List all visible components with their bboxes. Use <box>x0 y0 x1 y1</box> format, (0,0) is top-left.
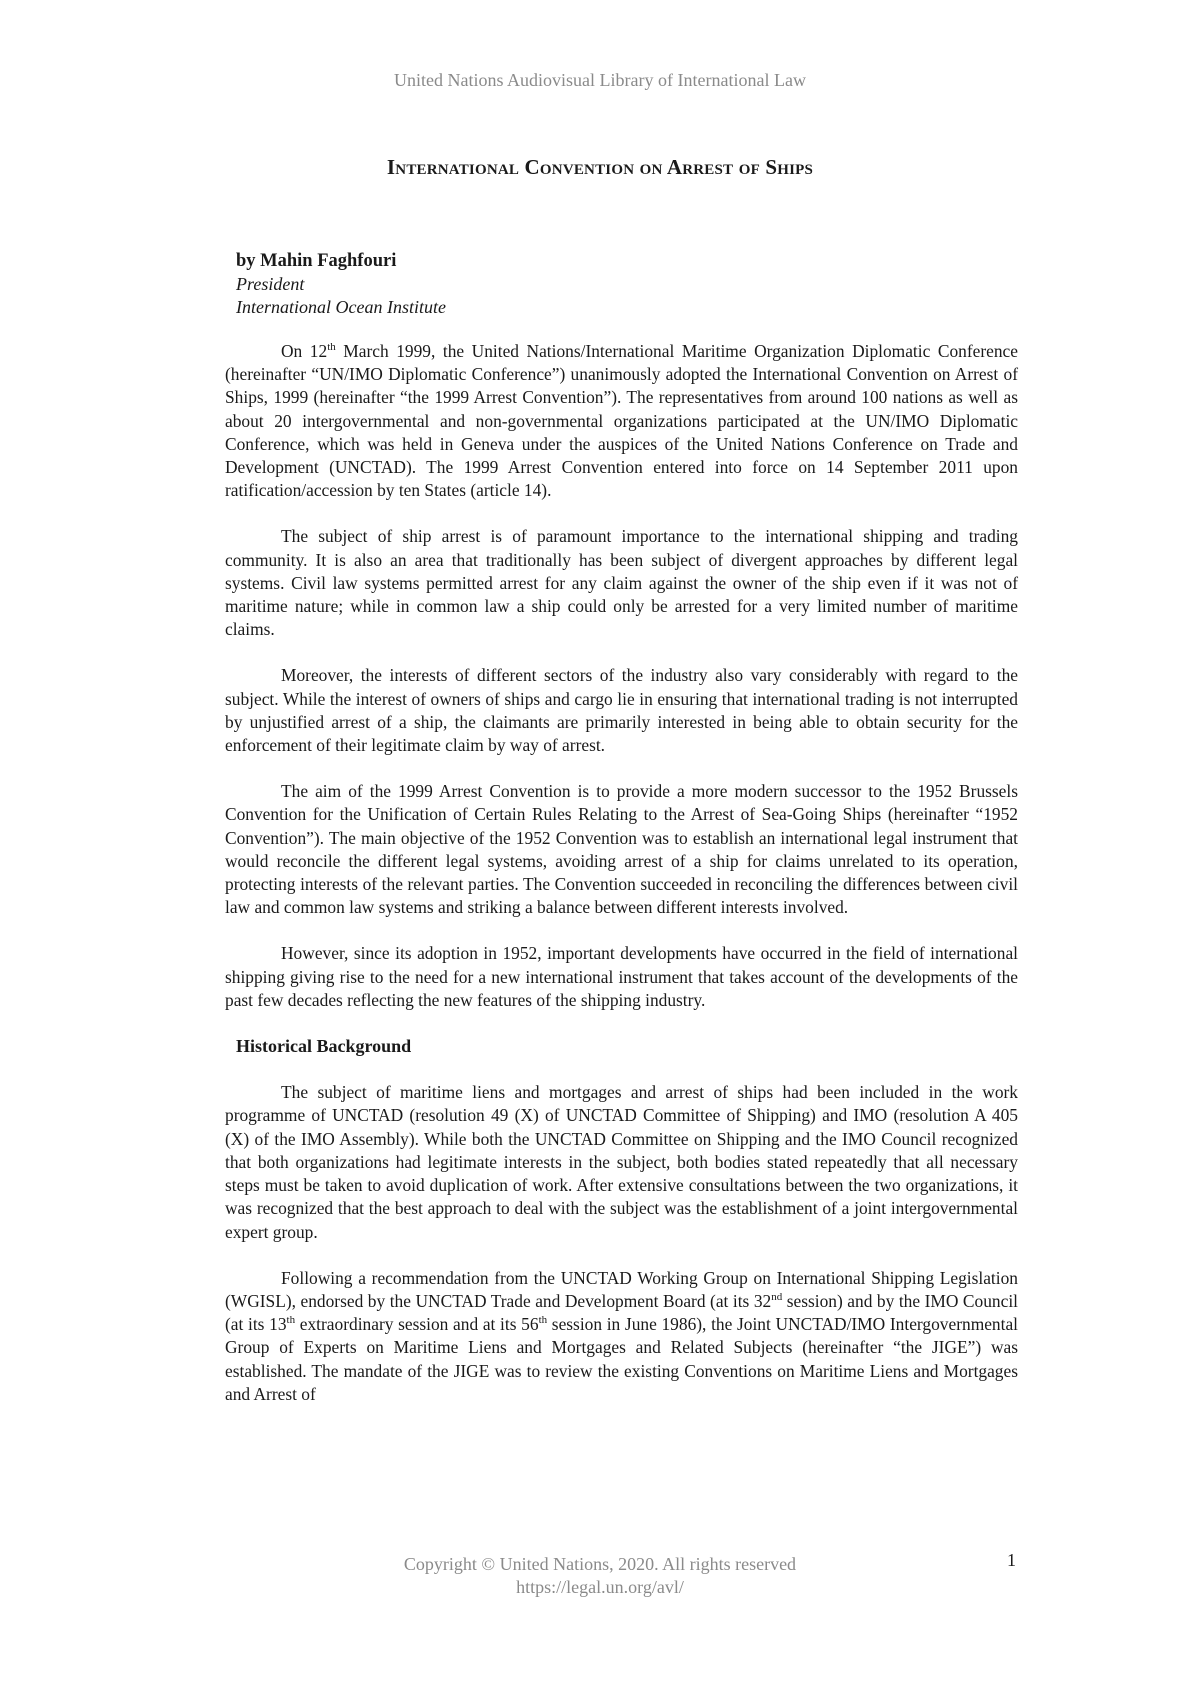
paragraph-1-text: On 12 <box>281 341 328 361</box>
ordinal-suffix: th <box>286 1314 296 1327</box>
paragraph-1-text-cont: March 1999, the United Nations/International Maritime Organization Diplomatic Conference (hereinafter “UN/IMO Diplomatic Conference”) unanimously adopted the International Convention on Arrest of Ships, 1999 (hereinafter “the 1999 Arrest Convention”). The representatives from around 100 nations as well as about 20 intergovernmental and non-governmental organizations participated at the UN/IMO Diplomatic Conference, which was held in Geneva under the auspices of the United Nations Conference on Trade and Development (UNCTAD). The 1999 Arrest Convention entered into force on 14 September 2011 upon ratification/accession by ten States (article 14). <box>225 341 1018 501</box>
page-footer <box>0 1553 1200 1599</box>
ordinal-suffix: th <box>327 341 336 354</box>
section-heading-historical-background: Historical Background <box>236 1036 412 1057</box>
paragraph-2: The subject of ship arrest is of paramount importance to the international shipping and trading community. It is also an area that traditionally has been subject of divergent approaches by different legal systems. Civil law systems permitted arrest for any claim against the owner of the ship even if it was not of maritime nature; while in common law a ship could only be arrested for a very limited number of maritime claims. <box>225 526 1018 640</box>
page-number: 1 <box>1007 1550 1016 1570</box>
ordinal-suffix: th <box>538 1314 548 1327</box>
copyright-notice: Copyright © United Nations, 2020. All rights reserved <box>403 1554 797 1574</box>
document-body <box>225 340 1018 1429</box>
page-header: United Nations Audiovisual Library of International Law <box>394 70 806 90</box>
author-block <box>236 250 446 319</box>
author-organization: International Ocean Institute <box>236 297 446 317</box>
paragraph-7-text-cont: extraordinary session and at its 56 <box>295 1314 539 1335</box>
paragraph-7-text-cont: session) and by the IMO Council (at its 13 <box>225 1290 1018 1335</box>
footer-url[interactable]: https://legal.un.org/avl/ <box>516 1577 684 1597</box>
paragraph-4: The aim of the 1999 Arrest Convention is to provide a more modern successor to the 1952 Brussels Convention for the Unification of Certain Rules Relating to the Arrest of Sea-Going Ships (hereinafter “1952 Convention”). The main objective of the 1952 Convention was to establish an international legal instrument that would reconcile the different legal systems, avoiding arrest of a ship for claims unrelated to its operation, protecting interests of the relevant parties. The Convention succeeded in reconciling the differences between civil law and common law systems and striking a balance between different interests involved. <box>225 781 1018 918</box>
author-role: President <box>236 274 305 294</box>
ordinal-suffix: nd <box>771 1291 783 1304</box>
paragraph-7-text-cont: session in June 1986), the Joint UNCTAD/IMO Intergovernmental Group of Experts on Maritime Liens and Mortgages and Related Subjects (hereinafter “the JIGE”) was established. The mandate of the JIGE was to review the existing Conventions on Maritime Liens and Mortgages and Arrest of <box>225 1314 1019 1404</box>
author-name: by Mahin Faghfouri <box>236 251 397 271</box>
paragraph-7 <box>225 1267 1018 1406</box>
paragraph-3: Moreover, the interests of different sectors of the industry also vary considerably with regard to the subject. While the interest of owners of ships and cargo lie in ensuring that international trading is not interrupted by unjustified arrest of a ship, the claimants are primarily interested in being able to obtain security for the enforcement of their legitimate claim by way of arrest. <box>225 665 1018 756</box>
paragraph-7-text: Following a recommendation from the UNCTAD Working Group on International Shipping Legislation (WGISL), endorsed by the UNCTAD Trade and Development Board (at its 32 <box>225 1267 1018 1311</box>
paragraph-6: The subject of maritime liens and mortgages and arrest of ships had been included in the work programme of UNCTAD (resolution 49 (X) of UNCTAD Committee of Shipping) and IMO (resolution A 405 (X) of the IMO Assembly). While both the UNCTAD Committee on Shipping and the IMO Council recognized that both organizations had legitimate interests in the subject, both bodies stated repeatedly that all necessary steps must be taken to avoid duplication of work. After extensive consultations between the two organizations, it was recognized that the best approach to deal with the subject was the establishment of a joint intergovernmental expert group. <box>225 1082 1018 1242</box>
document-title: International Convention on Arrest of Ships <box>386 155 814 179</box>
paragraph-1 <box>225 340 1018 502</box>
paragraph-5: However, since its adoption in 1952, important developments have occurred in the field of international shipping giving rise to the need for a new international instrument that takes account of the developments of the past few decades reflecting the new features of the shipping industry. <box>225 943 1018 1010</box>
